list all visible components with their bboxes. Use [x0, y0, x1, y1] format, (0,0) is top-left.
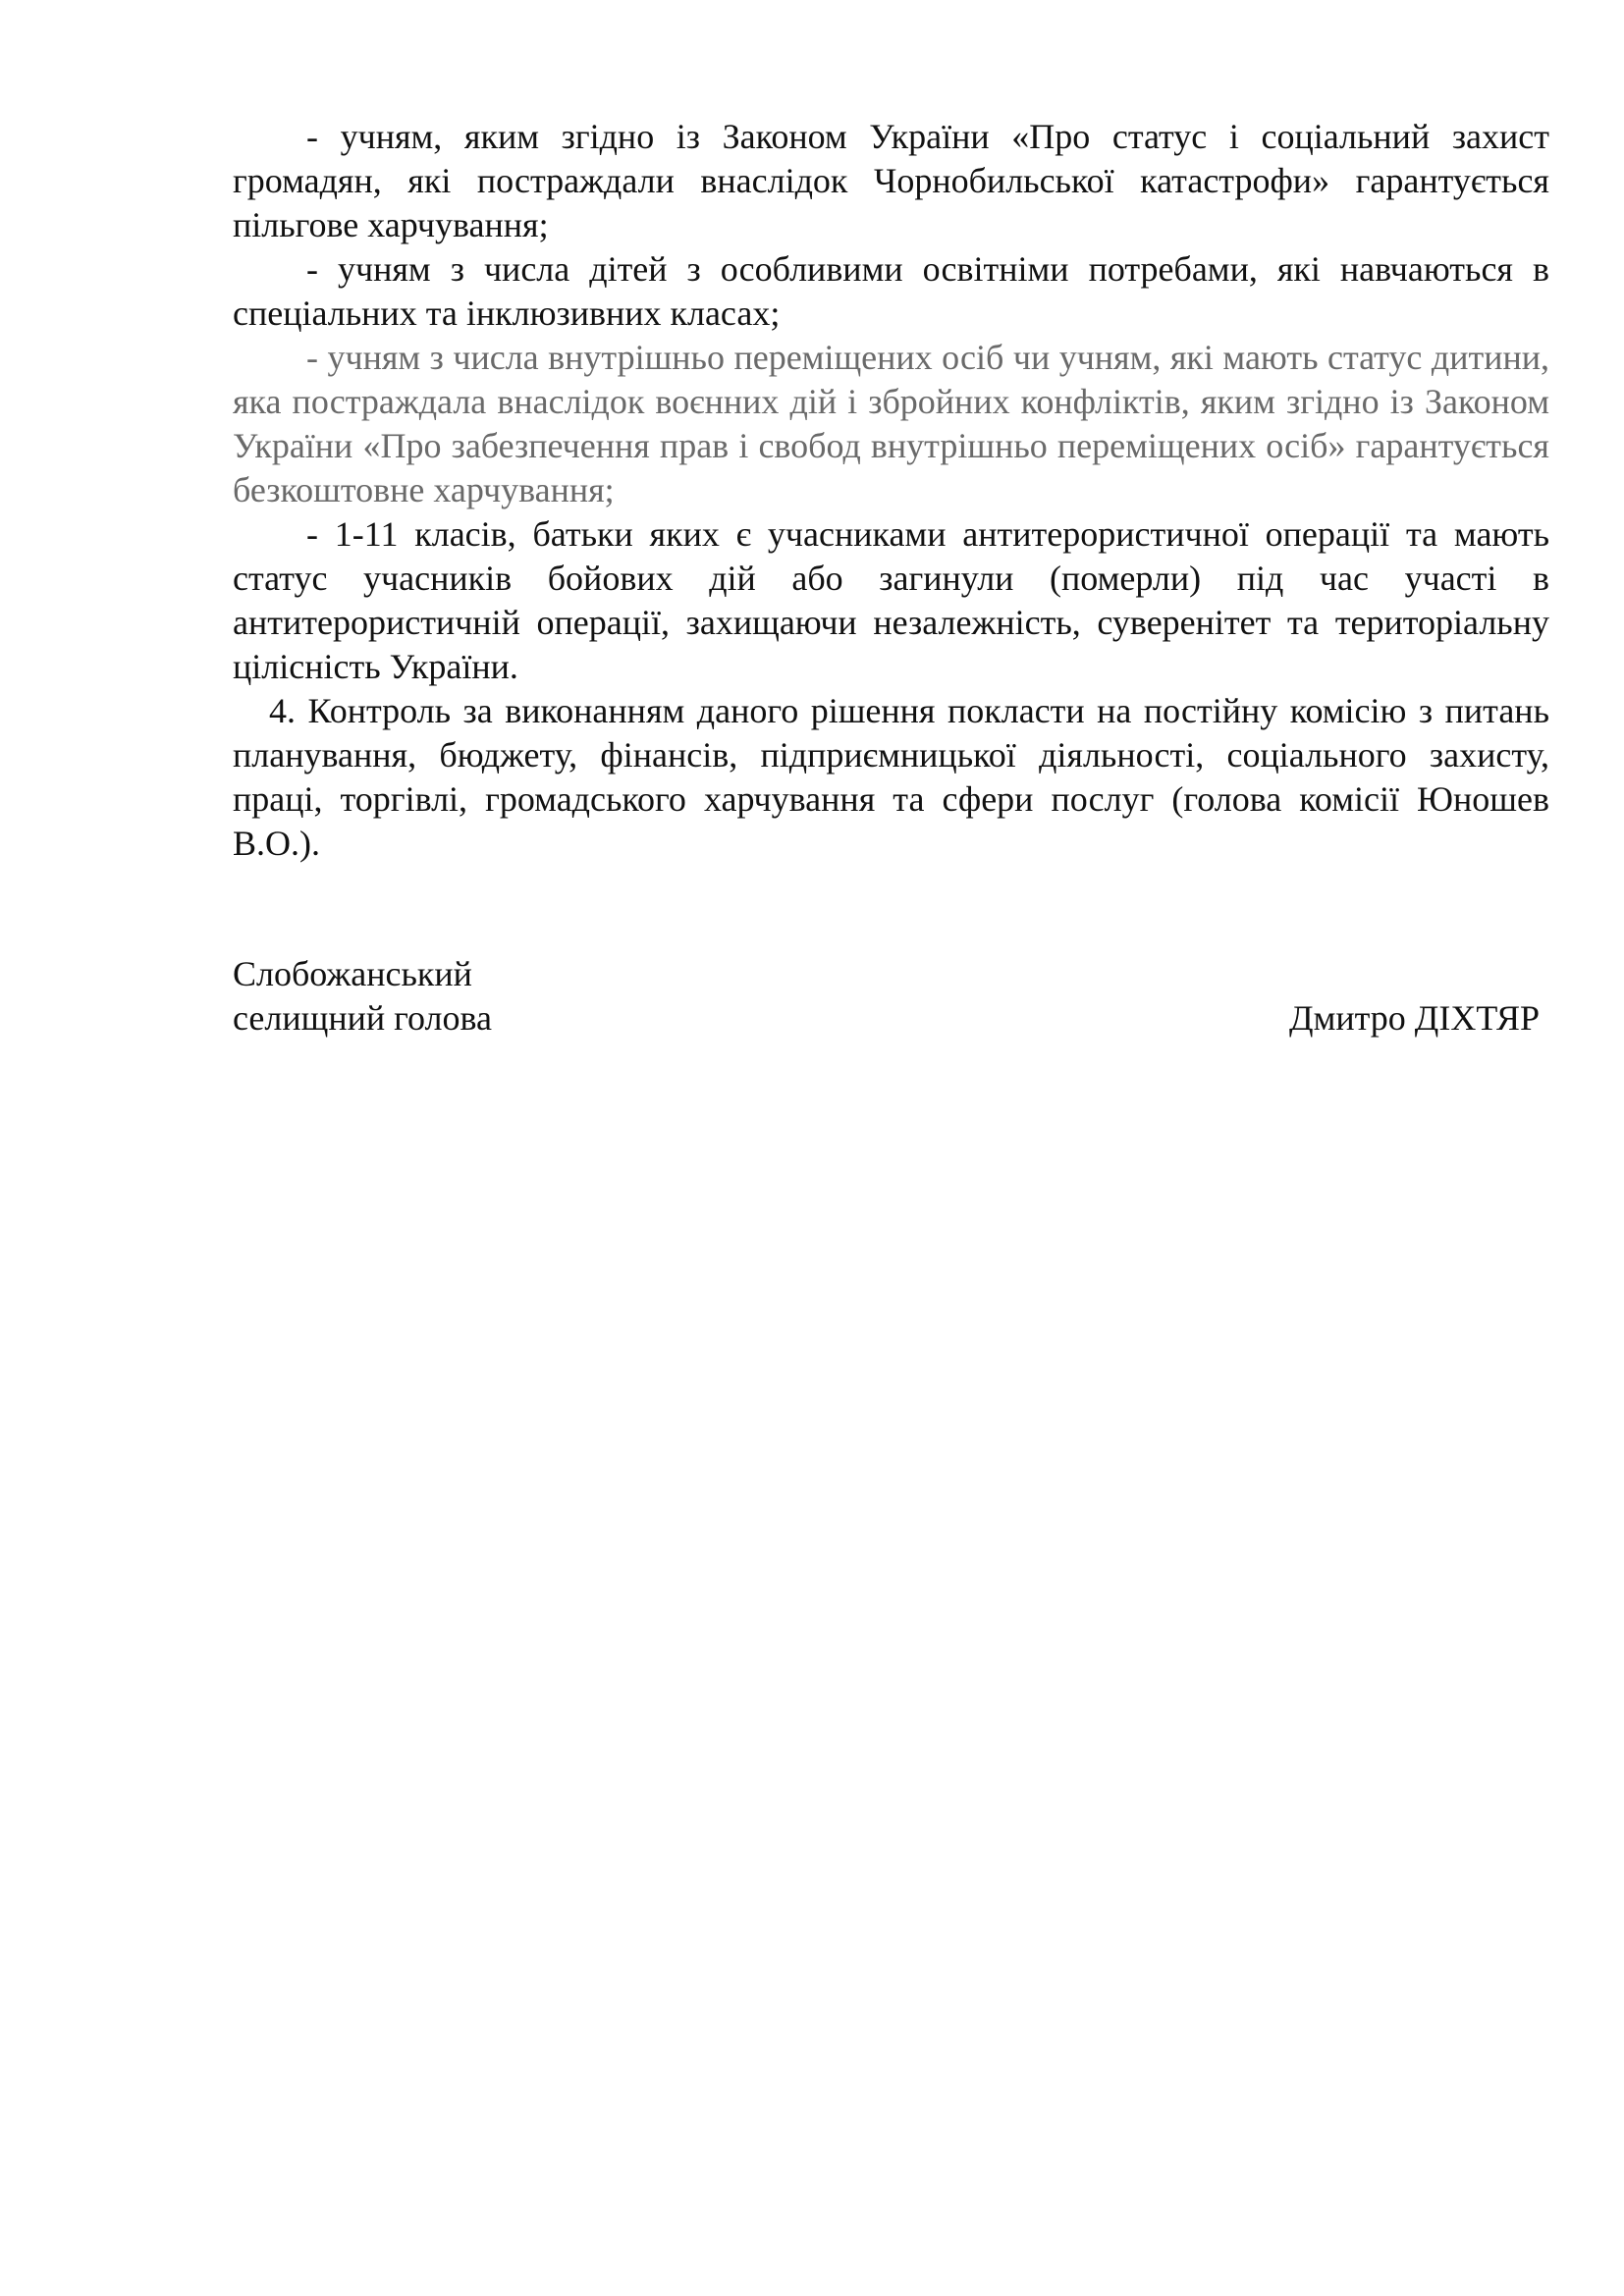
signatory-name: Дмитро ДІХТЯР — [1289, 998, 1540, 1038]
paragraph-special-needs-students: - учням з числа дітей з особливими освітніми потребами, які навчаються в спеціальних та інклюзивних класах; — [233, 249, 1549, 333]
signature-block — [233, 952, 1549, 1041]
paragraph-chornobyl-students: - учням, яким згідно із Законом України «Про статус і соціальний захист громадян, які постраждали внаслідок Чорнобильської катастрофи» гарантується пільгове харчування; — [233, 117, 1549, 244]
paragraph-control-clause: 4. Контроль за виконанням даного рішення покласти на постійну комісію з питань планування, бюджету, фінансів, підприємницької діяльності, соціального захисту, праці, торгівлі, громадського харчування та сфери послуг (голова комісії Юношев В.О.). — [233, 691, 1549, 863]
signature-row — [233, 996, 1549, 1041]
paragraph-ato-families: - 1-11 класів, батьки яких є учасниками антитерористичної операції та мають статус учасників бойових дій або загинули (померли) під час участі в антитерористичній операції, захищаючи незалежність, суверенітет та територіальну цілісність України. — [233, 514, 1549, 686]
signature-title-line2: селищний голова — [233, 998, 493, 1038]
signature-title-line1: Слобожанський — [233, 954, 472, 993]
document-body — [233, 115, 1549, 866]
paragraph-displaced-students: - учням з числа внутрішньо переміщених осіб чи учням, які мають статус дитини, яка постраждала внаслідок воєнних дій і збройних конфліктів, яким згідно із Законом України «Про забезпечення прав і свобод внутрішньо переміщених осіб» гарантується безкоштовне харчування; — [233, 338, 1549, 509]
